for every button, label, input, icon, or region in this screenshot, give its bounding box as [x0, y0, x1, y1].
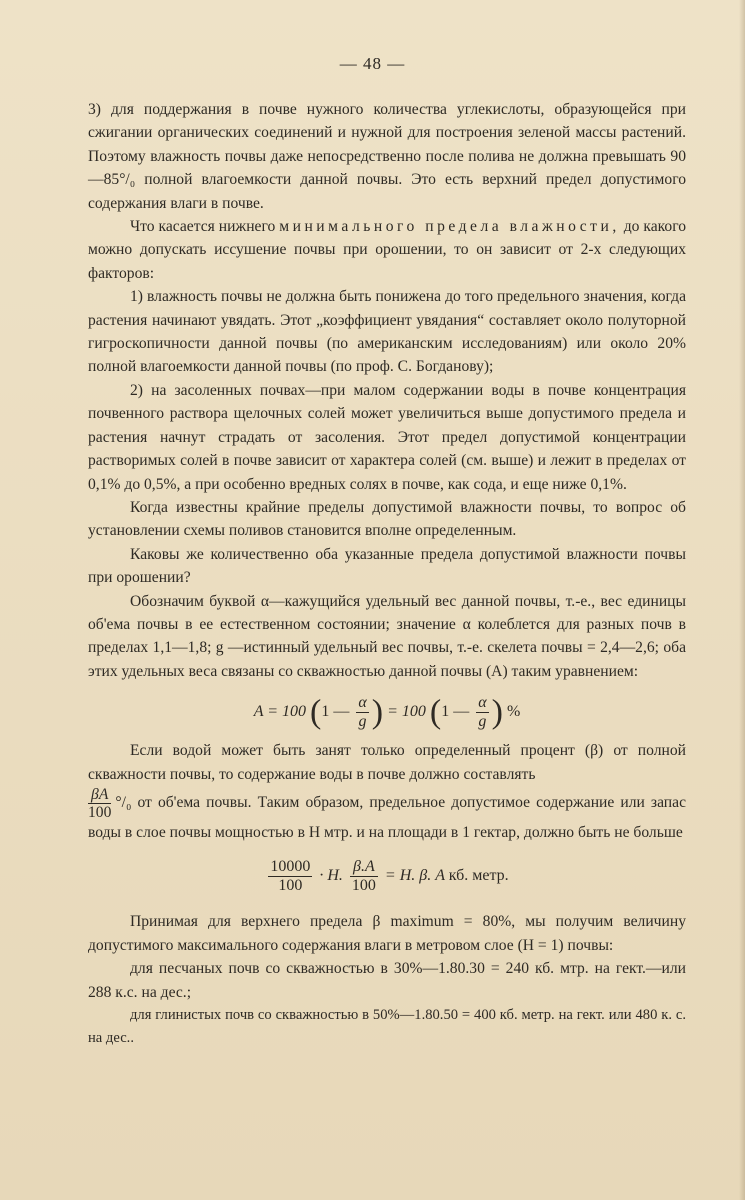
page-edge-shadow	[739, 0, 745, 1200]
formula1-open-paren: (	[310, 693, 322, 731]
page-body	[88, 98, 686, 1051]
formula1-fraction-b	[476, 694, 488, 731]
inline-frac-den: 100	[88, 803, 112, 821]
lower-limit-spaced-term: минимального предела влажности,	[279, 218, 620, 236]
formula-water-reserve	[88, 848, 686, 904]
formula1-open-paren-2: (	[429, 693, 442, 731]
formula2-f1-den: 100	[268, 876, 312, 895]
formula2-unit: кб. метр.	[448, 867, 509, 885]
formula1-den-2: g	[476, 712, 488, 731]
paragraph-clay-soils: для глинистых почв со скважностью в 50%—1.80.50 = 400 кб. метр. на гект. или 480 к. с. на дес..	[88, 1007, 686, 1047]
paragraph-definitions: Обозначим буквой α—кажущийся удельный вес данной почвы, т.-е., вес единицы об'ема почвы в ее естественном состоянии; значение α колеблется для разных почв в пределах 1,1—1,8; g —истинный удельный вес почвы, т.-е. скелета почвы = 2,4—2,6; оба этих удельных веса связаны со скважностью данной почвы (А) таким уравнением:	[88, 592, 686, 680]
paragraph-lower-limit	[88, 215, 686, 285]
formula2-fraction-2	[350, 858, 378, 895]
formula2-f2-den: 100	[351, 877, 376, 895]
lower-limit-rest: до какого можно допускать иссушение почвы при орошении, то он зависит от 2-х следующих факторов:	[88, 218, 687, 282]
paragraph-factor-1: 1) влажность почвы не должна быть понижена до того предельного значения, когда растения начинают увядать. Этот „коэффициент увядания“ составляет около полуторной гигроскопичности данной почвы (по американским исследованиям) или около 20% полной влагоемкости данной почвы (по проф. С. Богданову);	[88, 288, 686, 376]
formula1-num-2: α	[478, 693, 487, 711]
paragraph-co2: 3) для поддержания в почве нужного количества углекислоты, образующейся при сжигании органических соединений и нужной для построения зеленой массы растений. Поэтому влажность почвы даже непосредственно после полива не должна превышать 90—85°/₀ полной влагоемкости данной почвы. Это есть верхний предел допустимого содержания влаги в почве.	[88, 101, 686, 212]
formula-porosity	[88, 685, 686, 739]
paragraph-limits-known: Когда известны крайние пределы допустимой влажности почвы, то вопрос об установлении схемы поливов становится вполне определенным.	[88, 498, 686, 540]
formula2-mid: · H.	[319, 867, 343, 885]
formula1-eq2: = 100	[387, 703, 426, 721]
formula1-close-paren-2: )	[491, 693, 503, 731]
formula1-den: g	[356, 712, 368, 731]
lower-limit-intro: Что касается нижнего	[130, 218, 276, 236]
formula1-minus-2: 1 —	[441, 703, 470, 721]
formula1-fraction-a	[356, 694, 368, 731]
formula2-fraction-1	[268, 858, 312, 895]
volume-share-text: °/₀ от об'ема почвы. Таким образом, предельное допустимое содержание или запас воды в слое почвы мощностью в H мтр. и на площади в 1 гектар, должно быть не больше	[88, 794, 686, 841]
paragraph-question: Каковы же количественно оба указанные предела допустимой влажности почвы при орошении?	[88, 545, 686, 587]
paragraph-factor-2: 2) на засоленных почвах—при малом содержании воды в почве концентрация почвенного раствора щелочных солей может увеличиться выше допустимого предела и растения начнут страдать от засоления. Этот предел допустимой концентрации растворимых солей в почве зависит от характера солей (см. выше) и лежит в пределах от 0,1% до 0,5%, а при особенно вредных солях в почве, как сода, и еще ниже 0,1%.	[88, 381, 686, 493]
formula1-minus: 1 —	[321, 703, 350, 721]
paragraph-sandy-soils: для песчаных почв со скважностью в 30%—1.80.30 = 240 кб. мтр. на гект.—или 288 к.с. на дес.;	[88, 960, 686, 1001]
paragraph-maximum: Принимая для верхнего предела β maximum = 80%, мы получим величину допустимого максимального содержания влаги в метровом слое (H = 1) почвы:	[88, 913, 686, 954]
formula2-f1-num: 10000	[270, 858, 311, 876]
formula1-lhs: A = 100	[253, 703, 307, 721]
formula1-num: α	[358, 693, 367, 711]
formula2-rhs: = H. β. A	[384, 867, 445, 885]
page-number: — 48 —	[339, 54, 406, 73]
formula1-close-paren: )	[371, 693, 384, 731]
paragraph-volume-share	[88, 786, 686, 844]
formula1-percent: %	[506, 703, 521, 721]
inline-fraction-beta-a	[88, 786, 111, 821]
inline-frac-num: βA	[91, 785, 109, 803]
formula2-f2-num: β.A	[353, 858, 375, 876]
paragraph-water-share: Если водой может быть занят только определенный процент (β) от полной скважности почвы, то содержание воды в почве должно составлять	[88, 742, 686, 783]
